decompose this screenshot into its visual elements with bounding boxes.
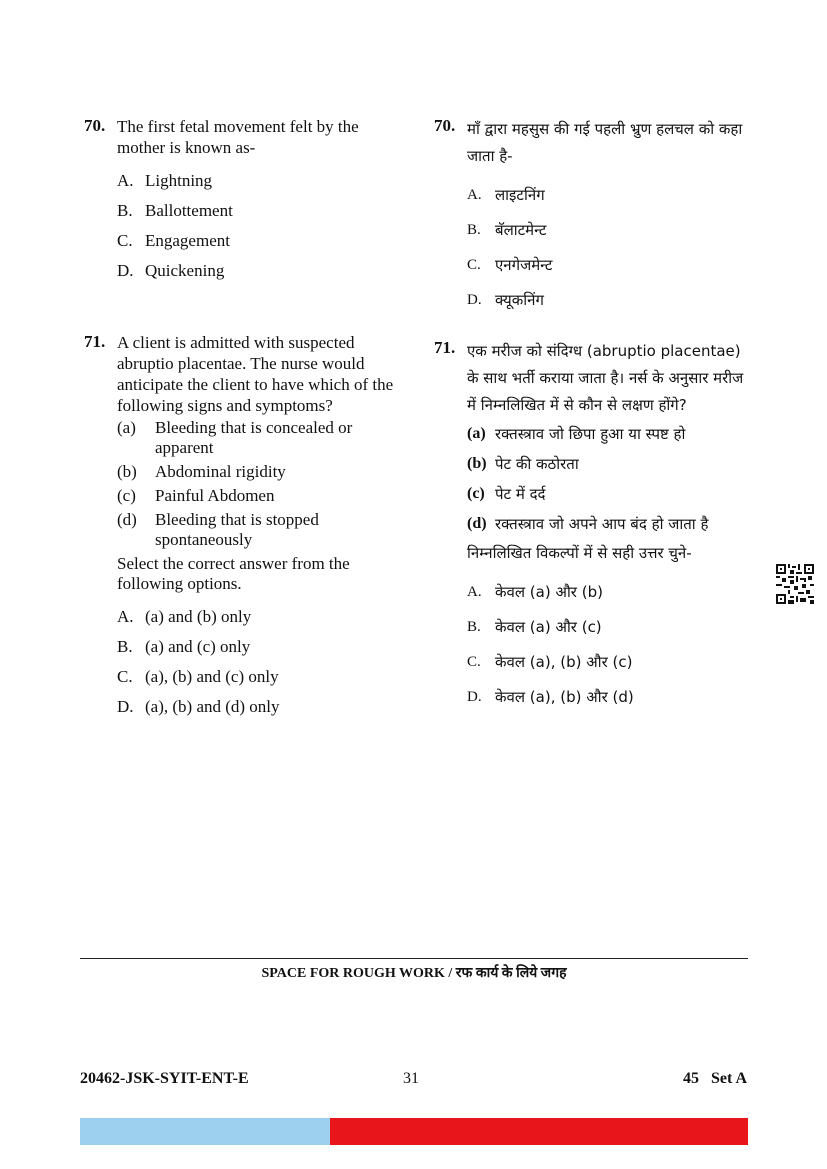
question-number: 71. <box>434 338 456 357</box>
option-a: A. (a) and (b) only <box>117 607 252 626</box>
options-list <box>467 575 754 715</box>
rough-work-label: SPACE FOR ROUGH WORK / रफ कार्य के लिये जगह <box>261 966 567 981</box>
option-c: C. केवल (a), (b) और (c) <box>467 653 633 671</box>
question-text: एक मरीज को संदिग्ध (abruptio placentae) के साथ भर्ती कराया जाता है। नर्स के अनुसार मरीज में निम्नलिखित में से कौन से लक्षण होंगे? <box>467 342 744 414</box>
option-b: B. केवल (a) और (c) <box>467 618 602 636</box>
question-number: 71. <box>84 332 106 351</box>
option-c: C. (a), (b) and (c) only <box>117 667 279 686</box>
option-a: A. Lightning <box>117 171 213 190</box>
footer-page-number: 31 <box>403 1070 419 1087</box>
options-list <box>117 166 394 286</box>
option-d: D. क्यूकनिंग <box>467 291 544 309</box>
question-text: A client is admitted with suspected abruptio placentae. The nurse would anticipate the client to have which of the following signs and symptoms? <box>117 333 394 415</box>
question-71-hi <box>434 338 754 715</box>
qr-code-icon <box>776 564 814 604</box>
english-column <box>84 116 394 722</box>
statement-c: (c) पेट में दर्द <box>467 485 546 503</box>
instruction-text: Select the correct answer from the following options. <box>117 554 350 593</box>
statement-b: (b) पेट की कठोरता <box>467 455 579 473</box>
option-c: C. Engagement <box>117 231 230 250</box>
option-b: B. Ballottement <box>117 201 233 220</box>
rough-work-divider <box>80 958 748 959</box>
statement-d: (d) Bleeding that is stopped spontaneously <box>117 510 319 549</box>
options-list <box>117 602 394 722</box>
footer-bar-red <box>330 1118 748 1145</box>
statement-a: (a) रक्तस्त्राव जो छिपा हुआ या स्पष्ट हो <box>467 425 686 443</box>
options-list <box>467 178 754 318</box>
statement-b: (b) Abdominal rigidity <box>117 462 286 481</box>
question-text: The first fetal movement felt by the mother is known as- <box>117 117 359 157</box>
option-a: A. केवल (a) और (b) <box>467 583 603 601</box>
question-70-hi <box>434 116 754 318</box>
footer-paper-code: 20462-JSK-SYIT-ENT-E <box>80 1070 249 1087</box>
hindi-column <box>434 116 754 715</box>
option-b: B. (a) and (c) only <box>117 637 251 656</box>
statements-list <box>117 418 394 550</box>
question-number: 70. <box>84 116 106 135</box>
footer-set-label: 45 Set A <box>683 1070 747 1087</box>
option-b: B. बॅलाटमेन्ट <box>467 221 547 239</box>
option-a: A. लाइटनिंग <box>467 186 545 204</box>
question-number: 70. <box>434 116 456 135</box>
statements-list <box>467 419 754 539</box>
option-d: D. (a), (b) and (d) only <box>117 697 280 716</box>
instruction-text: निम्नलिखित विकल्पों में से सही उत्तर चुने- <box>467 544 692 562</box>
statement-d: (d) रक्तस्त्राव जो अपने आप बंद हो जाता है <box>467 515 709 533</box>
question-text: माँ द्वारा महसुस की गई पहली भ्रुण हलचल को कहा जाता है- <box>467 120 743 165</box>
option-d: D. केवल (a), (b) और (d) <box>467 688 634 706</box>
footer-bar-blue <box>80 1118 330 1145</box>
statement-a: (a) Bleeding that is concealed or apparent <box>117 418 353 457</box>
option-d: D. Quickening <box>117 261 225 280</box>
question-70-en <box>84 116 394 286</box>
option-c: C. एनगेजमेन्ट <box>467 256 553 274</box>
statement-c: (c) Painful Abdomen <box>117 486 275 505</box>
question-71-en <box>84 332 394 722</box>
